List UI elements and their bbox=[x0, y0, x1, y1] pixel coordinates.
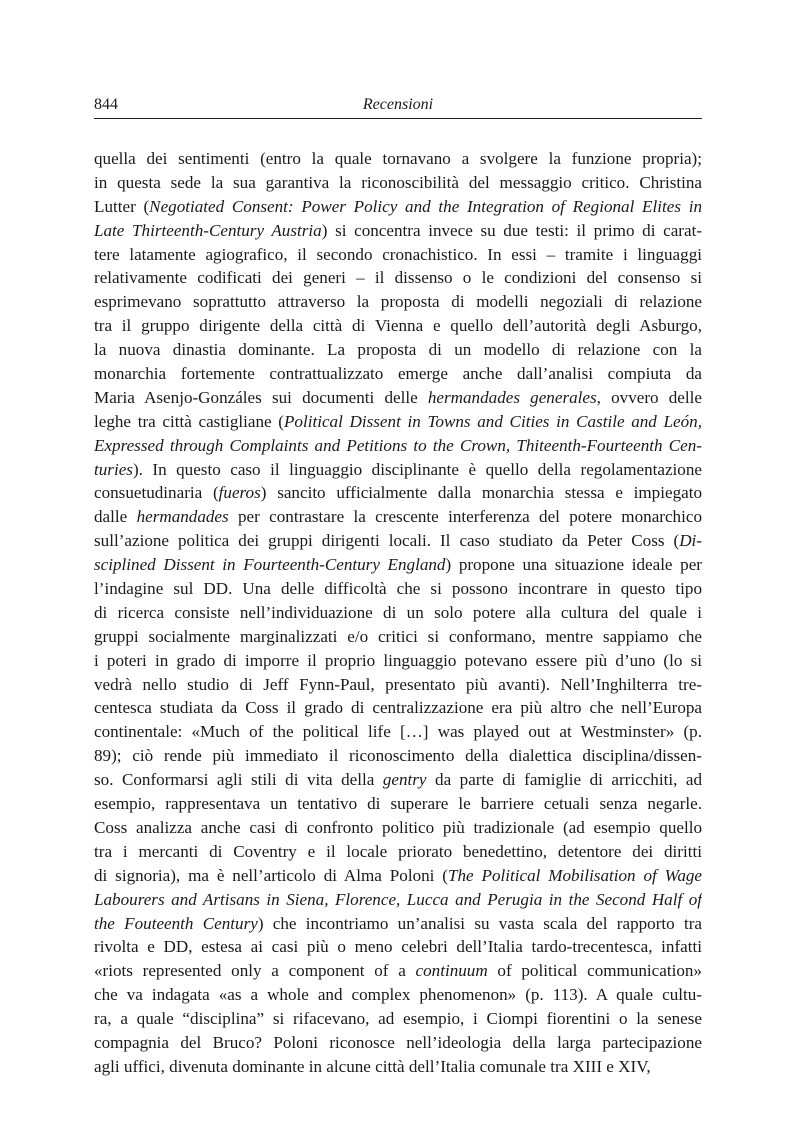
text-line bbox=[94, 410, 702, 434]
text-segment: vedrà nello studio di Jeff Fynn-Paul, presentato più avanti). Nell’Inghilterra tre- bbox=[94, 674, 702, 694]
text-segment: da parte di famiglie di arricchiti, ad bbox=[426, 770, 702, 790]
italic-title: Negotiated Consent: Power Policy and the Integration of Regional Elites in bbox=[149, 196, 702, 216]
italic-title: The Political Mobilisation of Wage bbox=[447, 865, 702, 885]
text-line bbox=[94, 458, 702, 482]
italic-title: the Fouteenth Century bbox=[94, 913, 258, 933]
text-line bbox=[94, 1007, 702, 1031]
italic-title: hermandades bbox=[136, 507, 229, 527]
text-segment: tra il gruppo dirigente della città di Vienna e quello dell’autorità degli Asburgo, bbox=[94, 316, 702, 336]
text-segment: tere latamente agiografico, il secondo cronachistico. In essi – tramite i linguaggi bbox=[94, 244, 702, 264]
text-segment: gruppi socialmente marginalizzati e/o critici si conformano, mentre sappiamo che bbox=[94, 626, 702, 646]
italic-title: hermandades generales bbox=[427, 387, 597, 407]
text-segment: sull’azione politica dei gruppi dirigenti locali. Il caso studiato da Peter Coss ( bbox=[94, 531, 680, 551]
text-line bbox=[94, 959, 702, 983]
text-segment: tra i mercanti di Coventry e il locale priorato benedettino, detentore dei diritti bbox=[94, 841, 702, 861]
text-line bbox=[94, 481, 702, 505]
text-segment: rivolta e DD, estesa ai casi più o meno celebri dell’Italia tardo-trecentesca, infatti bbox=[94, 937, 702, 957]
text-line bbox=[94, 768, 702, 792]
text-line bbox=[94, 434, 702, 458]
text-segment: la nuova dinastia dominante. La proposta di un modello di relazione con la bbox=[94, 340, 702, 360]
italic-title: Labourers and Artisans in Siena, Florence, Lucca and Perugia in the Second Half of bbox=[94, 889, 702, 909]
text-segment: ). In questo caso il linguaggio disciplinante è quello della regolamentazione bbox=[132, 459, 702, 479]
text-segment: consuetudinaria ( bbox=[94, 483, 219, 503]
text-segment: Maria Asenjo-Gonzáles sui documenti delle bbox=[94, 387, 428, 407]
text-line bbox=[94, 243, 702, 267]
text-segment: di signoria), ma è nell’articolo di Alma Poloni ( bbox=[94, 865, 448, 885]
text-segment: ra, a quale “disciplina” si rifacevano, ad esempio, i Ciompi fiorentini o la senese bbox=[94, 1009, 702, 1029]
text-segment: l’indagine sul DD. Una delle difficoltà che si possono incontrare in questo tipo bbox=[94, 579, 702, 599]
text-line bbox=[94, 816, 702, 840]
italic-title: gentry bbox=[382, 770, 427, 790]
text-segment: esempio, rappresentava un tentativo di superare le barriere cetuali senza negarle. bbox=[94, 794, 702, 814]
text-segment: agli uffici, divenuta dominante in alcune città dell’Italia comunale tra XIII e XIV, bbox=[94, 1056, 651, 1076]
text-line bbox=[94, 553, 702, 577]
italic-title: Di- bbox=[679, 531, 702, 551]
text-line bbox=[94, 935, 702, 959]
italic-title: continuum bbox=[415, 961, 488, 981]
text-line bbox=[94, 505, 702, 529]
text-line bbox=[94, 386, 702, 410]
text-line bbox=[94, 338, 702, 362]
text-line bbox=[94, 195, 702, 219]
text-line bbox=[94, 744, 702, 768]
text-line bbox=[94, 720, 702, 744]
text-segment: centesca studiata da Coss il grado di centralizzazione era più altro che nell’Europa bbox=[94, 698, 702, 718]
text-line bbox=[94, 171, 702, 195]
text-segment: 89); ciò rende più immediato il riconoscimento della dialettica disciplina/dissen- bbox=[94, 746, 702, 766]
text-segment: esprimevano soprattutto attraverso la proposta di modelli negoziali di relazione bbox=[94, 292, 702, 312]
text-segment: per contrastare la crescente interferenza del potere monarchico bbox=[228, 507, 702, 527]
text-line bbox=[94, 601, 702, 625]
text-line bbox=[94, 1055, 702, 1079]
text-segment: ) si concentra invece su due testi: il primo di carat- bbox=[321, 220, 702, 240]
text-line bbox=[94, 696, 702, 720]
text-segment: quella dei sentimenti (entro la quale tornavano a svolgere la funzione propria); bbox=[94, 149, 702, 168]
text-line bbox=[94, 1031, 702, 1055]
italic-title: fueros bbox=[218, 483, 261, 503]
text-segment: i poteri in grado di imporre il proprio linguaggio potevano essere più d’uno (lo si bbox=[94, 650, 702, 670]
text-segment: continentale: «Much of the political life […] was played out at Westminster» (p. bbox=[94, 722, 702, 742]
body-paragraph bbox=[94, 147, 702, 1079]
text-segment: compagnia del Bruco? Poloni riconosce nell’ideologia della larga partecipazione bbox=[94, 1032, 702, 1052]
text-line bbox=[94, 792, 702, 816]
text-segment: «riots represented only a component of a bbox=[94, 961, 416, 981]
page-number: 844 bbox=[94, 96, 118, 113]
italic-title: sciplined Dissent in Fourteenth-Century England bbox=[94, 555, 446, 575]
text-line bbox=[94, 983, 702, 1007]
text-line bbox=[94, 840, 702, 864]
text-segment: leghe tra città castigliane ( bbox=[94, 411, 284, 431]
italic-title: turies bbox=[94, 459, 133, 479]
text-line bbox=[94, 147, 702, 171]
text-line bbox=[94, 912, 702, 936]
text-segment: ) propone una situazione ideale per bbox=[445, 555, 702, 575]
text-segment: di ricerca consiste nell’individuazione di un solo potere alla cultura del quale i bbox=[94, 602, 702, 622]
text-segment: ) che incontriamo un’analisi su vasta scala del rapporto tra bbox=[257, 913, 702, 933]
text-line bbox=[94, 888, 702, 912]
italic-title: Late Thirteenth-Century Austria bbox=[94, 220, 322, 240]
text-segment: relativamente codificati dei generi – il dissenso o le condizioni del consenso si bbox=[94, 268, 702, 288]
text-line bbox=[94, 290, 702, 314]
italic-title: Expressed through Complaints and Petitions to the Crown, Thiteenth-Fourteenth Cen- bbox=[94, 435, 702, 455]
text-segment: in questa sede la sua garantiva la riconoscibilità del messaggio critico. Christina bbox=[94, 172, 702, 192]
section-title: Recensioni bbox=[362, 96, 434, 113]
text-segment: che va indagata «as a whole and complex phenomenon» (p. 113). A quale cultu- bbox=[94, 985, 702, 1005]
text-line bbox=[94, 649, 702, 673]
text-line bbox=[94, 266, 702, 290]
text-line bbox=[94, 864, 702, 888]
text-line bbox=[94, 529, 702, 553]
text-line bbox=[94, 625, 702, 649]
running-head bbox=[94, 96, 702, 119]
text-segment: dalle bbox=[94, 507, 137, 527]
text-line bbox=[94, 314, 702, 338]
text-segment: monarchia fortemente contrattualizzato emerge anche dall’analisi compiuta da bbox=[94, 364, 702, 384]
italic-title: Political Dissent in Towns and Cities in Castile and León, bbox=[283, 411, 702, 431]
text-segment: Coss analizza anche casi di confronto politico più tradizionale (ad esempio quello bbox=[94, 817, 702, 837]
text-segment: of political communication» bbox=[487, 961, 702, 981]
text-segment: Lutter ( bbox=[94, 196, 150, 216]
text-segment: ) sancito ufficialmente dalla monarchia stessa e impiegato bbox=[260, 483, 702, 503]
text-line bbox=[94, 673, 702, 697]
text-segment: so. Conformarsi agli stili di vita della bbox=[94, 770, 383, 790]
text-segment: , ovvero delle bbox=[596, 387, 702, 407]
text-line bbox=[94, 577, 702, 601]
text-line bbox=[94, 219, 702, 243]
text-line bbox=[94, 362, 702, 386]
